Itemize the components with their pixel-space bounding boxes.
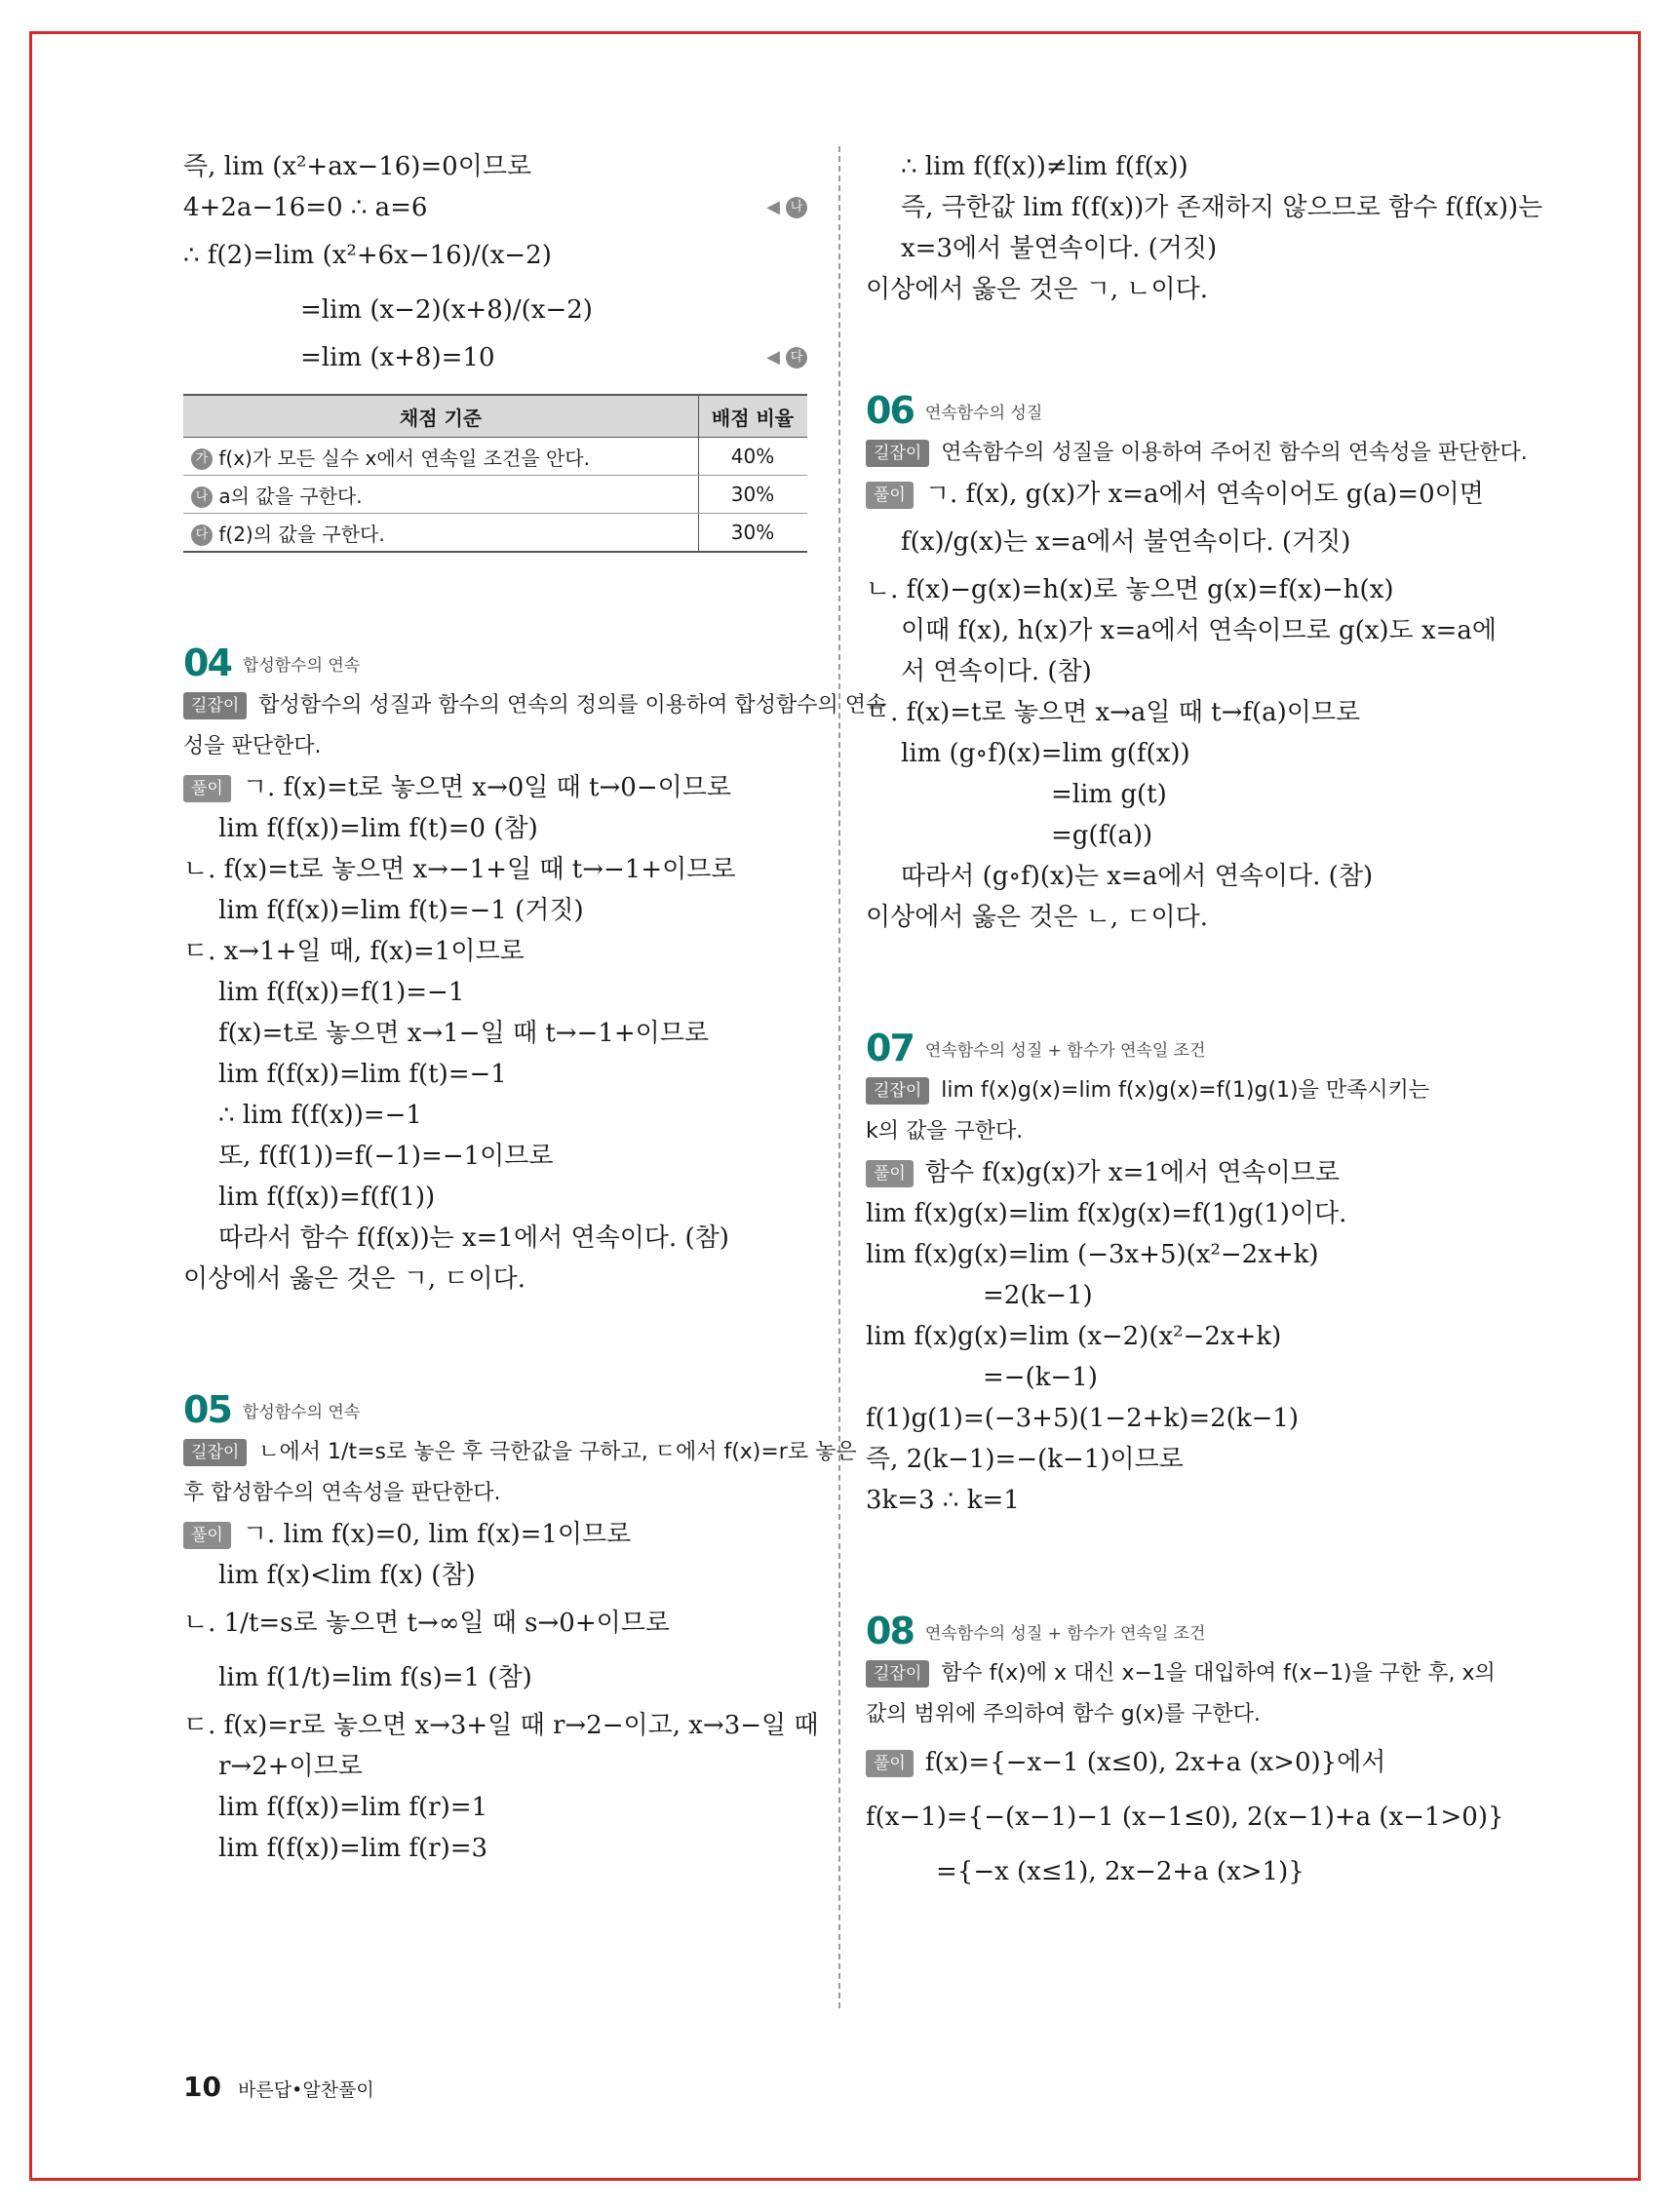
math-line: lim f(f(x))=f(1)=−1 xyxy=(218,978,465,1007)
section-04-header xyxy=(183,640,807,685)
math-line: lim f(x)g(x)=lim (−3x+5)(x²−2x+k) xyxy=(866,1240,1319,1269)
marker-c: 다 xyxy=(191,524,213,546)
guide-line: 길잡이 함수 f(x)에 x 대신 x−1을 대입하여 f(x−1)을 구한 후, x의 xyxy=(866,1653,1490,1694)
solution-line: 풀이 ㄱ. f(x)=t로 놓으면 x→0일 때 t→0−이므로 xyxy=(183,767,807,808)
solution-tag: 풀이 xyxy=(866,1160,914,1187)
section-title: 연속함수의 성질 + 함수가 연속일 조건 xyxy=(924,1040,1206,1061)
math-line: lim f(f(x))=lim f(t)=−1 xyxy=(218,1060,507,1089)
section-number: 05 xyxy=(183,1388,231,1431)
math-line: ㄷ. f(x)=r로 놓으면 x→3+일 때 r→2−이고, x→3−일 때 xyxy=(183,1711,819,1740)
guide-line: k의 값을 구한다. xyxy=(866,1119,1024,1144)
section-title: 합성함수의 연속 xyxy=(242,655,361,676)
section-05-header xyxy=(183,1387,807,1432)
guide-tag: 길잡이 xyxy=(866,1077,929,1105)
math-line: lim f(f(x))=lim f(r)=3 xyxy=(218,1834,488,1863)
math-line: lim f(f(x))=lim f(r)=1 xyxy=(218,1793,488,1822)
math-line: lim f(x)g(x)=lim (x−2)(x²−2x+k) xyxy=(866,1322,1282,1351)
math-line: 또, f(f(1))=f(−1)=−1이므로 xyxy=(218,1142,554,1171)
math-line: lim f(x)<lim f(x) (참) xyxy=(218,1561,476,1590)
math-line: lim f(x)g(x)=lim f(x)g(x)=f(1)g(1)이다. xyxy=(866,1199,1347,1228)
math-line: f(x)=t로 놓으면 x→1−일 때 t→−1+이므로 xyxy=(218,1019,710,1048)
math-line: 즉, lim (x²+ax−16)=0이므로 xyxy=(183,152,532,181)
math-line: 서 연속이다. (참) xyxy=(901,657,1092,686)
math-line: 3k=3 ∴ k=1 xyxy=(866,1486,1020,1515)
math-line: r→2+이므로 xyxy=(218,1752,363,1781)
math-line: ㄷ. f(x)=t로 놓으면 x→a일 때 t→f(a)이므로 xyxy=(866,698,1361,727)
math-line: 이상에서 옳은 것은 ㄱ, ㄷ이다. xyxy=(183,1264,526,1294)
section-06-header xyxy=(866,388,1490,433)
table-row: 나 a의 값을 구한다. 30% xyxy=(183,476,807,514)
right-column xyxy=(866,146,1543,1899)
table-row: 가 f(x)가 모든 실수 x에서 연속일 조건을 안다. 40% xyxy=(183,438,807,476)
math-line: 따라서 함수 f(f(x))는 x=1에서 연속이다. (참) xyxy=(218,1223,729,1253)
book-title: 바른답•알찬풀이 xyxy=(238,2079,374,2101)
math-line: ㄴ. f(x)=t로 놓으면 x→−1+일 때 t→−1+이므로 xyxy=(183,855,736,884)
section-title: 연속함수의 성질 + 함수가 연속일 조건 xyxy=(924,1623,1206,1644)
math-line: lim f(f(x))=f(f(1)) xyxy=(218,1183,436,1212)
section-title: 합성함수의 연속 xyxy=(242,1402,361,1422)
guide-line: 길잡이 합성함수의 성질과 함수의 연속의 정의를 이용하여 합성함수의 연속 xyxy=(183,685,807,726)
guide-line: 길잡이 연속함수의 성질을 이용하여 주어진 함수의 연속성을 판단한다. xyxy=(866,433,1490,474)
guide-tag: 길잡이 xyxy=(183,1439,247,1466)
solution-tag: 풀이 xyxy=(866,482,914,509)
table-row: 다 f(2)의 값을 구한다. 30% xyxy=(183,514,807,553)
page-footer xyxy=(183,2071,374,2103)
math-line: f(x)/g(x)는 x=a에서 불연속이다. (거짓) xyxy=(901,527,1351,557)
column-divider xyxy=(838,146,840,2008)
math-line: 즉, 극한값 lim f(f(x))가 존재하지 않으므로 함수 f(f(x))는 xyxy=(901,193,1543,222)
page-number: 10 xyxy=(183,2071,221,2103)
guide-line: 길잡이 lim f(x)g(x)=lim f(x)g(x)=f(1)g(1)을 만족시키는 xyxy=(866,1070,1490,1111)
section-number: 07 xyxy=(866,1027,914,1069)
solution-line: 풀이 f(x)={−x−1 (x≤0), 2x+a (x>0)}에서 xyxy=(866,1735,1490,1790)
table-header: 채점 기준 xyxy=(183,395,699,438)
math-line: ={−x (x≤1), 2x−2+a (x>1)} xyxy=(936,1857,1304,1886)
math-line: x=3에서 불연속이다. (거짓) xyxy=(901,234,1218,263)
math-line: ∴ lim f(f(x))=−1 xyxy=(218,1101,422,1130)
table-header: 배점 비율 xyxy=(699,395,808,438)
guide-tag: 길잡이 xyxy=(866,440,929,467)
math-line: ㄷ. x→1+일 때, f(x)=1이므로 xyxy=(183,937,525,966)
guide-tag: 길잡이 xyxy=(866,1660,929,1688)
scoring-table xyxy=(183,394,807,553)
solution-line: 풀이 ㄱ. lim f(x)=0, lim f(x)=1이므로 xyxy=(183,1514,807,1555)
math-line: 이상에서 옳은 것은 ㄱ, ㄴ이다. xyxy=(866,275,1208,304)
guide-line: 길잡이 ㄴ에서 1/t=s로 놓은 후 극한값을 구하고, ㄷ에서 f(x)=r로 놓은 xyxy=(183,1432,807,1473)
math-line: 이때 f(x), h(x)가 x=a에서 연속이므로 g(x)도 x=a에 xyxy=(901,616,1498,645)
math-line: ∴ f(2)=lim (x²+6x−16)/(x−2) xyxy=(183,241,552,270)
math-line: lim f(f(x))=lim f(t)=−1 (거짓) xyxy=(218,896,584,925)
math-line: ∴ lim f(f(x))≠lim f(f(x)) xyxy=(901,152,1188,181)
math-line: ㄴ. f(x)−g(x)=h(x)로 놓으면 g(x)=f(x)−h(x) xyxy=(866,575,1394,604)
math-line: f(x−1)={−(x−1)−1 (x−1≤0), 2(x−1)+a (x−1>0)} xyxy=(866,1803,1504,1832)
math-line: =−(k−1) xyxy=(983,1363,1098,1392)
math-line: f(1)g(1)=(−3+5)(1−2+k)=2(k−1) xyxy=(866,1404,1300,1433)
section-number: 08 xyxy=(866,1610,914,1652)
guide-line: 후 합성함수의 연속성을 판단한다. xyxy=(183,1481,501,1505)
math-line: ㄴ. 1/t=s로 놓으면 t→∞일 때 s→0+이므로 xyxy=(183,1609,670,1638)
math-line: 즉, 2(k−1)=−(k−1)이므로 xyxy=(866,1445,1184,1474)
marker-b: ◀ 나 xyxy=(766,187,807,228)
math-line: lim (g∘f)(x)=lim g(f(x)) xyxy=(901,739,1190,768)
section-07-header xyxy=(866,1026,1490,1070)
math-line: lim f(f(x))=lim f(t)=0 (참) xyxy=(218,814,538,843)
guide-tag: 길잡이 xyxy=(183,692,247,719)
math-line: 따라서 (g∘f)(x)는 x=a에서 연속이다. (참) xyxy=(901,862,1374,891)
solution-tag: 풀이 xyxy=(183,775,231,802)
math-line: =lim (x−2)(x+8)/(x−2) xyxy=(300,295,593,325)
solution-tag: 풀이 xyxy=(183,1522,231,1549)
section-number: 06 xyxy=(866,389,914,432)
guide-line: 성을 판단한다. xyxy=(183,734,322,758)
solution-line: 풀이 함수 f(x)g(x)가 x=1에서 연속이므로 xyxy=(866,1152,1490,1193)
solution-line: 풀이 ㄱ. f(x), g(x)가 x=a에서 연속이어도 g(a)=0이면 xyxy=(866,474,1490,515)
math-line: =lim g(t) xyxy=(1051,780,1167,809)
marker-a: 가 xyxy=(191,448,213,470)
math-line: 이상에서 옳은 것은 ㄴ, ㄷ이다. xyxy=(866,903,1208,932)
section-08-header xyxy=(866,1609,1490,1653)
section-number: 04 xyxy=(183,641,231,684)
math-line: lim f(1/t)=lim f(s)=1 (참) xyxy=(218,1663,532,1692)
section-title: 연속함수의 성질 xyxy=(924,403,1043,423)
math-line: =lim (x+8)=10 ◀ 다 xyxy=(183,337,807,378)
left-column xyxy=(183,146,887,1869)
guide-line: 값의 범위에 주의하여 함수 g(x)를 구한다. xyxy=(866,1702,1261,1727)
math-line: =g(f(a)) xyxy=(1051,821,1153,850)
math-line: =2(k−1) xyxy=(983,1281,1093,1310)
marker-b: 나 xyxy=(191,486,213,508)
solution-tag: 풀이 xyxy=(866,1750,914,1777)
math-line: 4+2a−16=0 ∴ a=6 ◀ 나 xyxy=(183,187,807,228)
marker-c: ◀ 다 xyxy=(766,337,807,378)
